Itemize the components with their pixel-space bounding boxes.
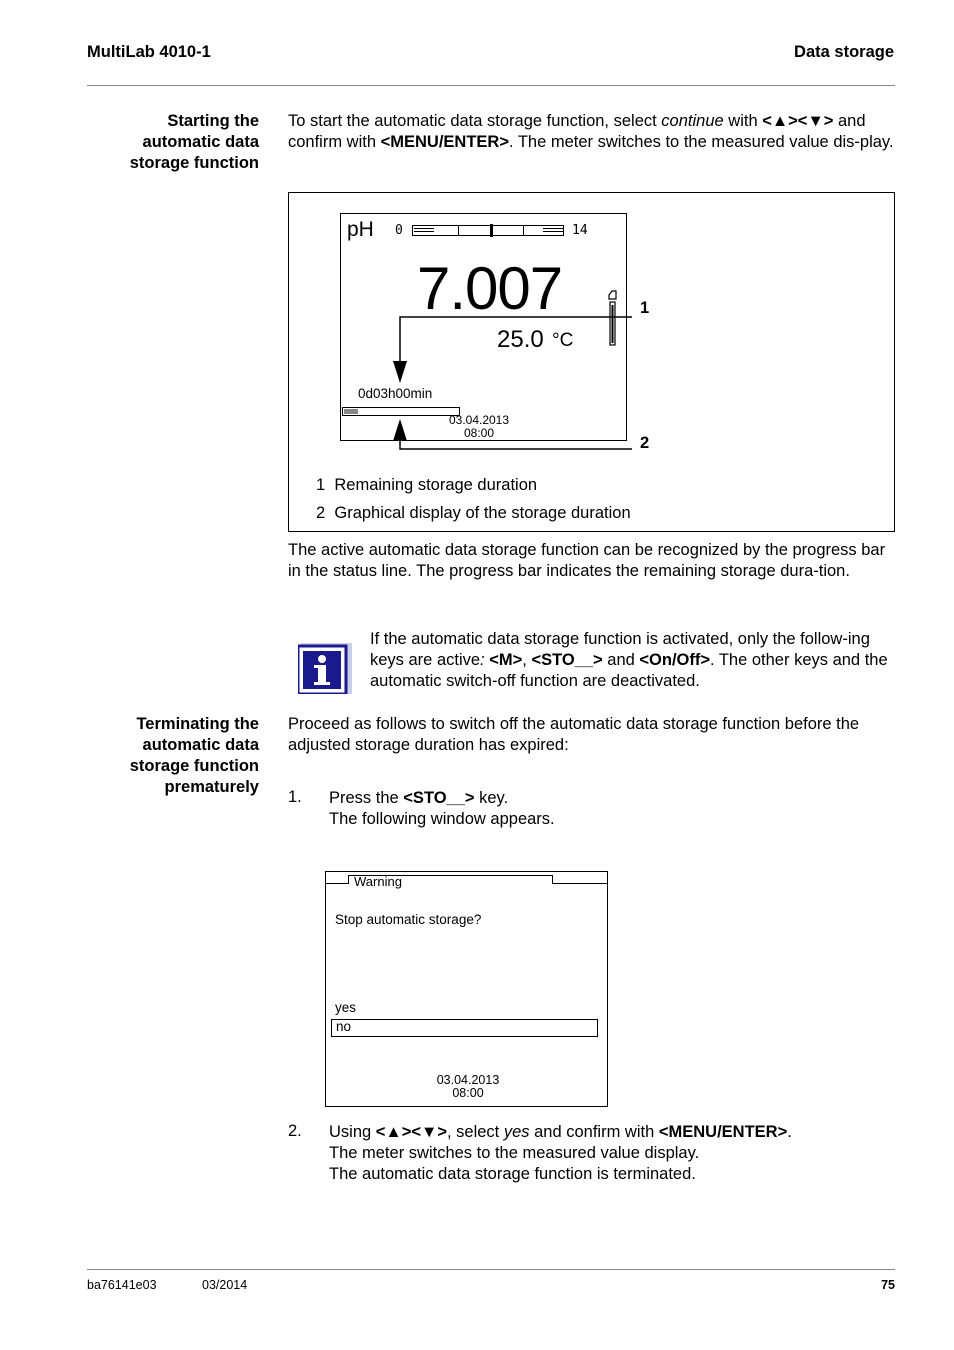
legend-item: 1 Remaining storage duration bbox=[316, 476, 538, 494]
legend-item: 2 Graphical display of the storage duration bbox=[316, 504, 631, 522]
step-2-text: Using <▲><▼>, select yes and confirm with <MENU/ENTER>. The meter switches to the measured value display. The automatic data storage function is terminated. bbox=[329, 1123, 792, 1183]
display-figure bbox=[288, 192, 895, 532]
remaining-duration: 0d03h00min bbox=[358, 386, 433, 401]
header-title: MultiLab 4010-1 bbox=[87, 43, 211, 61]
progress-bar-paragraph: The active automatic data storage function can be recognized by the progress bar in the status line. The progress bar indicates the remaining storage dura-tion. bbox=[288, 541, 886, 580]
side-heading-starting: Starting the automatic data storage function bbox=[129, 112, 259, 172]
info-note-text: If the automatic data storage function is activated, only the follow-ing keys are active: <M>, <STO__> and <On/Off>. The other keys and the automatic switch-off function are deactivated. bbox=[370, 630, 888, 690]
parameter-label: pH bbox=[347, 218, 374, 241]
step-number: 1. bbox=[288, 788, 302, 806]
callout-1: 1 bbox=[640, 299, 650, 317]
info-icon bbox=[298, 640, 352, 694]
footer-doc-number: ba76141e03 bbox=[87, 1278, 157, 1292]
temperature-value: 25.0 bbox=[497, 326, 544, 353]
option-yes[interactable]: yes bbox=[335, 1000, 357, 1015]
callout-2: 2 bbox=[640, 434, 650, 452]
scale-max: 14 bbox=[572, 223, 588, 238]
status-datetime: 03.04.2013 08:00 bbox=[448, 413, 510, 440]
measured-value: 7.007 bbox=[417, 255, 563, 322]
dialog-title: Warning bbox=[354, 874, 402, 889]
footer-rule bbox=[87, 1269, 895, 1270]
page-number: 75 bbox=[881, 1278, 895, 1292]
terminating-intro: Proceed as follows to switch off the automatic data storage function before the adjusted storage duration has expired: bbox=[288, 715, 860, 754]
header-rule bbox=[87, 85, 895, 86]
header-chapter: Data storage bbox=[794, 43, 894, 61]
step-1-text: Press the <STO__> key. The following window appears. bbox=[329, 789, 555, 828]
dialog-question: Stop automatic storage? bbox=[335, 912, 482, 927]
step-number: 2. bbox=[288, 1122, 302, 1140]
temperature-unit: °C bbox=[552, 330, 574, 351]
footer-date: 03/2014 bbox=[202, 1278, 248, 1292]
dialog-datetime: 03.04.2013 08:00 bbox=[436, 1073, 500, 1100]
warning-dialog bbox=[325, 871, 608, 1107]
option-no-selected[interactable]: no bbox=[331, 1019, 598, 1037]
intro-paragraph: To start the automatic data storage function, select continue with <▲><▼> and confirm with <MENU/ENTER>. The meter switches to the measured value dis-play. bbox=[288, 112, 894, 151]
scale-min: 0 bbox=[395, 223, 403, 238]
side-heading-terminating: Terminating the automatic data storage function prematurely bbox=[129, 715, 259, 796]
